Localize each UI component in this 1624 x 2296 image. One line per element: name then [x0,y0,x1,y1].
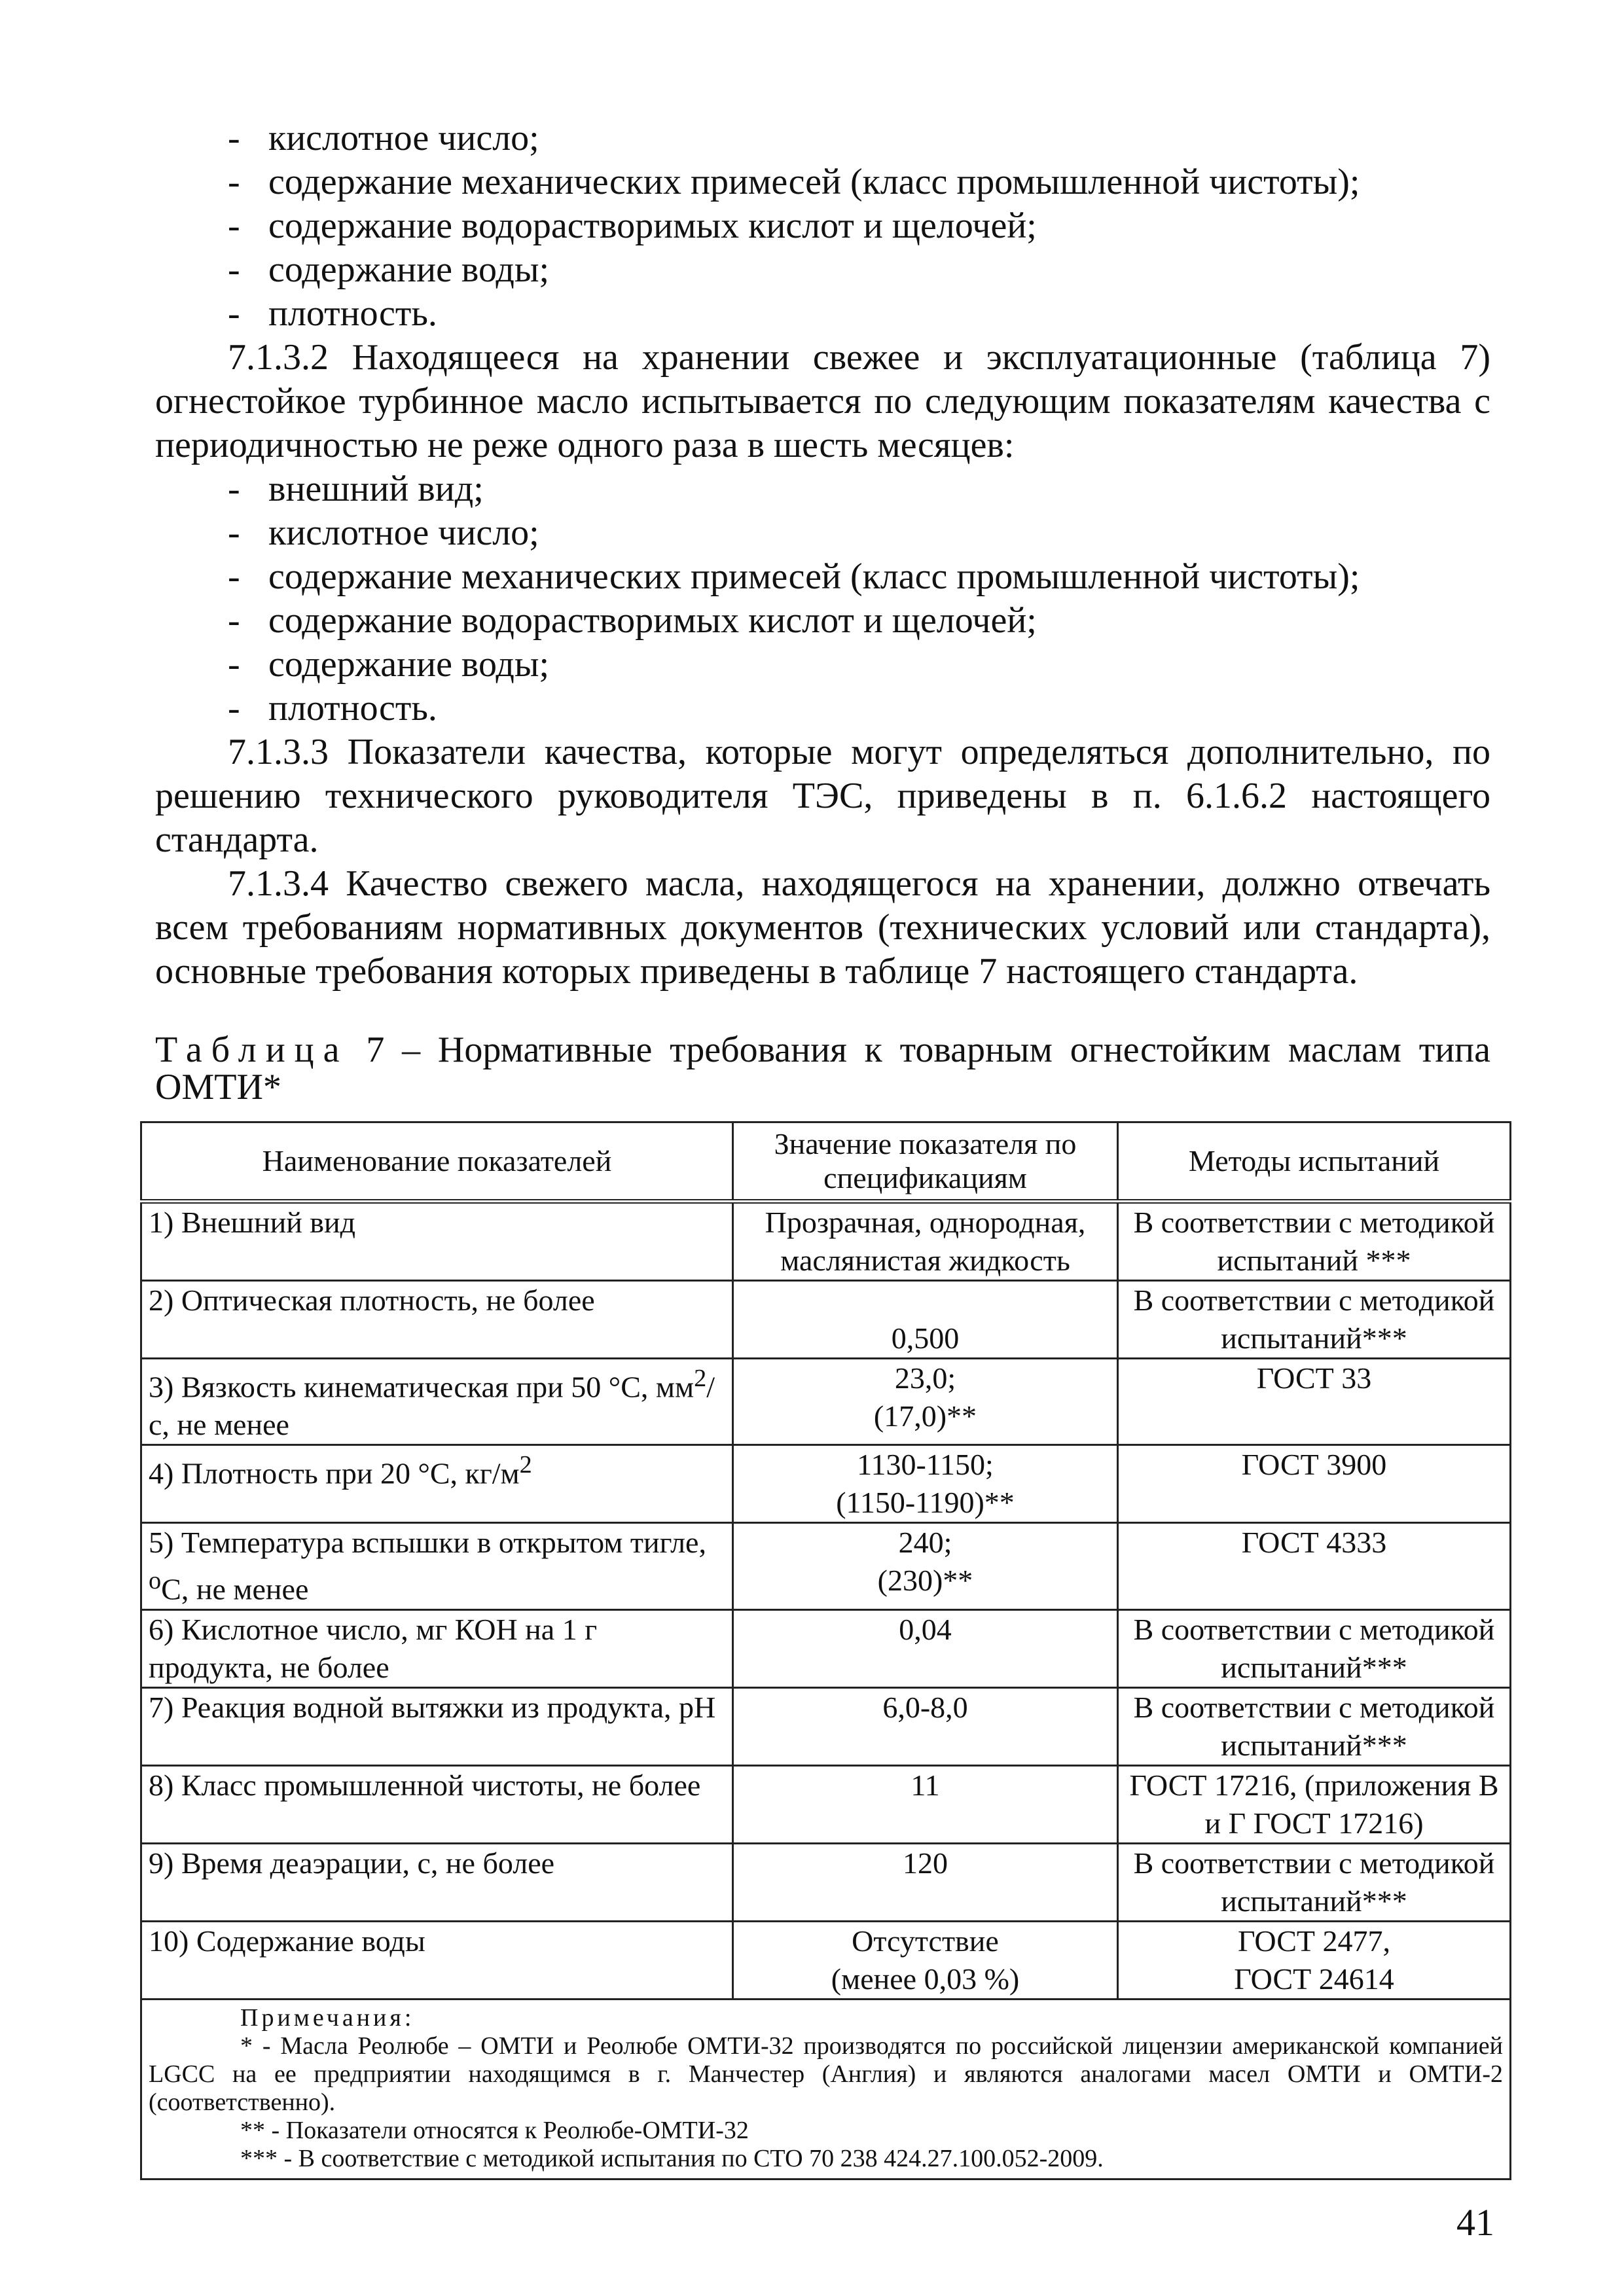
cell-name: 9) Время деаэрации, с, не более [141,1843,733,1921]
table-row [141,1523,1511,1609]
cell-name: 8) Класс промышленной чистоты, не более [141,1765,733,1843]
table-caption-label: Таблица [155,1030,349,1070]
cell-value: 0,04 [733,1609,1118,1687]
cell-method: В соответствии с методикой испытаний*** [1118,1281,1511,1359]
cell-value: Отсутствие (менее 0,03 %) [733,1921,1118,1999]
cell-name: 2) Оптическая плотность, не более [141,1281,733,1359]
cell-name: 7) Реакция водной вытяжки из продукта, pH [141,1687,733,1765]
note-1: * - Масла Реолюбе – ОМТИ и Реолюбе ОМТИ-32 производятся по российской лицензии американской компанией LGCC на ее предприятии находящимся в г. Манчестер (Англия) и являются аналогами масел ОМТИ и ОМТИ-2 (соответственно). [149,2032,1503,2116]
cell-name: 3) Вязкость кинематическая при 50 °C, $мм^2/с$, не менее [141,1359,733,1445]
cell-method: В соответствии с методикой испытаний *** [1118,1202,1511,1281]
table-row [141,1359,1511,1445]
table-notes [141,1999,1511,2179]
header-cell-method: Методы испытаний [1118,1122,1511,1202]
cell-name: 10) Содержание воды [141,1921,733,1999]
requirements-table [140,1121,1511,2180]
cell-method: ГОСТ 33 [1118,1359,1511,1445]
paragraph-7-1-3-4: 7.1.3.4 Качество свежего масла, находящегося на хранении, должно отвечать всем требованиям нормативных документов (технических условий или стандарта), основные требования которых приведены в таблице 7 настоящего стандарта. [155,863,1490,992]
table-row [141,1202,1511,1281]
cell-name: 6) Кислотное число, мг КОН на 1 г продукта, не более [141,1609,733,1687]
cell-value: 11 [733,1765,1118,1843]
table-row [141,1445,1511,1523]
table-row [141,1609,1511,1687]
cell-method: В соответствии с методикой испытаний*** [1118,1843,1511,1921]
table-row [141,1765,1511,1843]
notes-title: Примечания: [240,2003,415,2032]
cell-value: 0,500 [733,1281,1118,1359]
page-number: 41 [1456,2201,1494,2244]
document-page: - кислотное число; - содержание механических примесей (класс промышленной чистоты); - содержание водорастворимых кислот и щелочей; - содержание воды; - плотность. 7.1.3.2 Находящееся на хранении свежее и эксплуатационные (таблица 7) огнестойкое турбинное масло испытывается по следующим показателям качества с периодичностью не реже одного раза в шесть месяцев: - внешний вид; - кислотное число; - содержание механических примесей (класс промышленной чистоты); - содержание водорастворимых кислот и щелочей; - содержание воды; - плотность. 7.1.3.3 Показатели качества, которые могут определяться дополнительно, по решению технического руководителя ТЭС, приведены в п. 6.1.6.2 настоящего стандарта. 7.1.3.4 Качество свежего масла, находящегося на хранении, должно отвечать всем требованиям нормативных документов (технических условий или стандарта), основные требования которых приведены в таблице 7 настоящего стандарта. Таблица 7 – Нормативные требования к товарным огнестойким маслам типа ОМТИ* Наименование показателей Значение показателя по спецификациям Методы испытаний 1) Внешний вид Прозрачная, однородная, маслянистая жидкость В соответствии с методикой испытаний *** 2) Оптическая плотность, не более 0,500 В соответствии с методикой испытаний*** 3) Вязкость кинематическая при 50 °C, $мм^2/с$, не менее 23,0; (17,0)** ГОСТ 33 4) Плотность при 20 °C, $кг/м^2$ 1130-1150; (1150-1190)** ГОСТ 3900 5) Температура вспышки в открытом тигле, $^o$C, не менее 240; (230)** ГОСТ 4333 6) Кислотное число, мг КОН на 1 г продукта, не более 0,04 В соответствии с методикой испытаний*** 7) Реакция водной вытяжки из продукта, pH 6,0-8,0 В соответствии с методикой испытаний*** 8) Класс промышленной чистоты, не более 11 ГОСТ 17216, (приложения В и Г ГОСТ 17216) 9) Время деаэрации, с, не более 120 В соответствии с методикой испытаний*** 10) Содержание воды Отсутствие (менее 0,03 %) ГОСТ 2477, ГОСТ 24614 Примечания: * - Масла Реолюбе – ОМТИ и Реолюбе ОМТИ-32 производятся по российской лицензии американской компанией LGCC на ее предприятии находящимся в г. Манчестер (Англия) и являются аналогами масел ОМТИ и ОМТИ-2 (соответственно). ** - Показатели относятся к Реолюбе-ОМТИ-32 *** - В соответствие с методикой испытания по СТО 70 238 424.27.100.052-2009. 41 [0,0,1624,2296]
cell-value: 120 [733,1843,1118,1921]
cell-method: ГОСТ 4333 [1118,1523,1511,1609]
table-notes-row [141,1999,1511,2179]
note-2: ** - Показатели относятся к Реолюбе-ОМТИ-32 [240,2116,749,2144]
table-caption-number: 7 [366,1030,385,1070]
cell-value: 1130-1150; (1150-1190)** [733,1445,1118,1523]
table-row [141,1281,1511,1359]
cell-value: 240; (230)** [733,1523,1118,1609]
note-3: *** - В соответствие с методикой испытания по СТО 70 238 424.27.100.052-2009. [240,2144,1104,2172]
cell-method: В соответствии с методикой испытаний*** [1118,1687,1511,1765]
cell-method: ГОСТ 3900 [1118,1445,1511,1523]
cell-name: 5) Температура вспышки в открытом тигле, $^o$C, не менее [141,1523,733,1609]
cell-method: ГОСТ 2477, ГОСТ 24614 [1118,1921,1511,1999]
cell-name: 4) Плотность при 20 °C, $кг/м^2$ [141,1445,733,1523]
paragraph-7-1-3-2: 7.1.3.2 Находящееся на хранении свежее и эксплуатационные (таблица 7) огнестойкое турбинное масло испытывается по следующим показателям качества с периодичностью не реже одного раза в шесть месяцев: [155,337,1490,465]
paragraph-7-1-3-3: 7.1.3.3 Показатели качества, которые могут определяться дополнительно, по решению технического руководителя ТЭС, приведены в п. 6.1.6.2 настоящего стандарта. [155,732,1490,860]
cell-method: В соответствии с методикой испытаний*** [1118,1609,1511,1687]
cell-value: Прозрачная, однородная, маслянистая жидкость [733,1202,1118,1281]
cell-method: ГОСТ 17216, (приложения В и Г ГОСТ 17216) [1118,1765,1511,1843]
header-cell-value: Значение показателя по спецификациям [733,1122,1118,1202]
table-row [141,1687,1511,1765]
header-cell-name: Наименование показателей [141,1122,733,1202]
table-row [141,1843,1511,1921]
cell-value: 23,0; (17,0)** [733,1359,1118,1445]
table-row [141,1921,1511,1999]
table-caption [155,1031,1490,1106]
cell-name: 1) Внешний вид [141,1202,733,1281]
table-caption-text: – Нормативные требования к товарным огнестойким маслам типа ОМТИ* [155,1030,1490,1107]
cell-value: 6,0-8,0 [733,1687,1118,1765]
table-header-row [141,1122,1511,1202]
